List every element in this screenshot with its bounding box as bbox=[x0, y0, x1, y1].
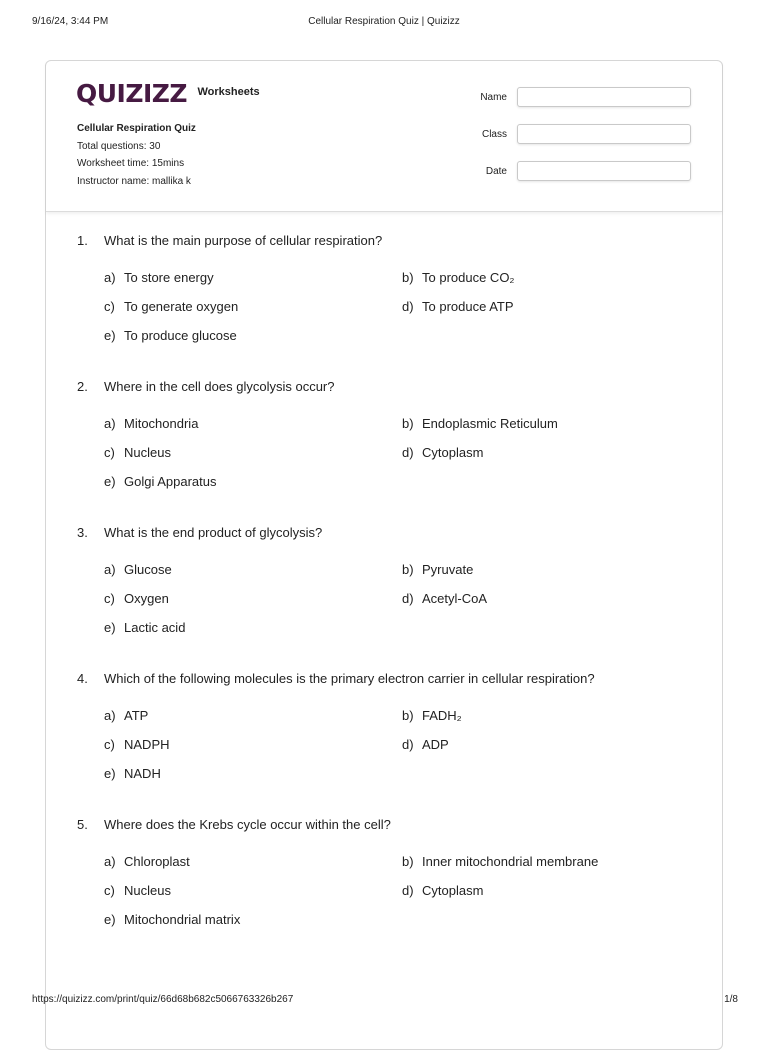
option-letter: c) bbox=[104, 883, 115, 898]
answer-options bbox=[104, 416, 697, 490]
question-list bbox=[77, 233, 697, 928]
option-letter: d) bbox=[402, 591, 414, 606]
question-text bbox=[77, 379, 697, 395]
option-text: Lactic acid bbox=[124, 620, 186, 635]
date-label: Date bbox=[485, 166, 507, 177]
option-text: Mitochondria bbox=[124, 416, 199, 431]
option-letter: d) bbox=[402, 883, 414, 898]
question-text bbox=[77, 525, 697, 541]
option-text: Golgi Apparatus bbox=[124, 474, 217, 489]
option-text: Oxygen bbox=[124, 591, 169, 606]
answer-option bbox=[402, 270, 702, 286]
option-letter: d) bbox=[402, 299, 414, 314]
option-text: To generate oxygen bbox=[124, 299, 239, 314]
question-number: 5. bbox=[77, 817, 88, 832]
question-number: 3. bbox=[77, 525, 88, 540]
answer-option bbox=[402, 299, 702, 315]
question-prompt: What is the end product of glycolysis? bbox=[104, 525, 323, 540]
option-text: NADPH bbox=[124, 737, 170, 752]
answer-options bbox=[104, 562, 697, 636]
question-prompt: Where does the Krebs cycle occur within the cell? bbox=[104, 817, 391, 832]
option-text: Nucleus bbox=[124, 445, 171, 460]
question-number: 2. bbox=[77, 379, 88, 394]
instructor-name: Instructor name: mallika k bbox=[77, 175, 191, 187]
question-item bbox=[77, 233, 697, 344]
answer-options bbox=[104, 270, 697, 344]
answer-option bbox=[402, 737, 702, 753]
option-text: Endoplasmic Reticulum bbox=[422, 416, 558, 431]
option-letter: a) bbox=[104, 708, 116, 723]
option-letter: e) bbox=[104, 620, 116, 635]
option-letter: b) bbox=[402, 562, 414, 577]
print-url[interactable]: https://quizizz.com/print/quiz/66d68b682c5066763326b267 bbox=[32, 994, 294, 1005]
answer-option bbox=[402, 883, 702, 899]
option-text: To store energy bbox=[124, 270, 214, 285]
answer-option bbox=[104, 270, 402, 286]
worksheet-time: Worksheet time: 15mins bbox=[77, 158, 185, 169]
option-text: Cytoplasm bbox=[422, 445, 484, 460]
option-letter: a) bbox=[104, 416, 116, 431]
answer-option bbox=[402, 445, 702, 461]
answer-option bbox=[104, 708, 402, 724]
option-text: Acetyl-CoA bbox=[422, 591, 488, 606]
answer-option bbox=[104, 854, 402, 870]
answer-option bbox=[104, 328, 402, 344]
option-text: FADH₂ bbox=[422, 708, 462, 723]
question-number: 4. bbox=[77, 671, 88, 686]
option-letter: e) bbox=[104, 328, 116, 343]
option-letter: c) bbox=[104, 445, 115, 460]
answer-option bbox=[104, 912, 402, 928]
question-item bbox=[77, 817, 697, 928]
option-text: ATP bbox=[124, 708, 149, 723]
option-text: To produce CO₂ bbox=[422, 270, 515, 285]
print-datetime: 9/16/24, 3:44 PM bbox=[32, 16, 109, 27]
option-letter: a) bbox=[104, 854, 116, 869]
quizizz-logo bbox=[76, 79, 260, 109]
quiz-title: Cellular Respiration Quiz bbox=[77, 123, 196, 134]
answer-option bbox=[104, 474, 402, 490]
answer-option bbox=[402, 854, 702, 870]
option-text: Glucose bbox=[124, 562, 172, 577]
option-letter: c) bbox=[104, 591, 115, 606]
option-text: Inner mitochondrial membrane bbox=[422, 854, 599, 869]
name-field[interactable] bbox=[517, 87, 691, 107]
class-field[interactable] bbox=[517, 124, 691, 144]
answer-option bbox=[402, 708, 702, 724]
question-item bbox=[77, 379, 697, 490]
question-prompt: What is the main purpose of cellular respiration? bbox=[104, 233, 383, 248]
option-text: To produce ATP bbox=[422, 299, 514, 314]
option-text: ADP bbox=[422, 737, 449, 752]
option-text: Nucleus bbox=[124, 883, 171, 898]
option-text: Cytoplasm bbox=[422, 883, 484, 898]
option-text: Chloroplast bbox=[124, 854, 190, 869]
answer-options bbox=[104, 708, 697, 782]
option-letter: e) bbox=[104, 766, 116, 781]
date-field[interactable] bbox=[517, 161, 691, 181]
answer-option bbox=[104, 883, 402, 899]
answer-option bbox=[104, 737, 402, 753]
option-letter: b) bbox=[402, 416, 414, 431]
option-letter: b) bbox=[402, 270, 414, 285]
option-text: NADH bbox=[124, 766, 161, 781]
answer-option bbox=[402, 591, 702, 607]
question-text bbox=[77, 671, 697, 687]
question-item bbox=[77, 671, 697, 782]
print-footer bbox=[0, 994, 768, 1008]
question-number: 1. bbox=[77, 233, 88, 248]
answer-option bbox=[104, 299, 402, 315]
answer-option bbox=[104, 591, 402, 607]
answer-option bbox=[104, 766, 402, 782]
answer-option bbox=[104, 620, 402, 636]
answer-option bbox=[402, 416, 702, 432]
quiz-info bbox=[77, 120, 196, 190]
question-item bbox=[77, 525, 697, 636]
option-letter: e) bbox=[104, 474, 116, 489]
option-text: To produce glucose bbox=[124, 328, 237, 343]
answer-option bbox=[402, 562, 702, 578]
option-letter: d) bbox=[402, 737, 414, 752]
answer-option bbox=[104, 562, 402, 578]
option-letter: c) bbox=[104, 737, 115, 752]
page-number: 1/8 bbox=[724, 994, 738, 1005]
question-text bbox=[77, 233, 697, 249]
option-letter: a) bbox=[104, 562, 116, 577]
option-letter: b) bbox=[402, 854, 414, 869]
logo-section-label: Worksheets bbox=[197, 85, 260, 98]
answer-option bbox=[104, 445, 402, 461]
answer-option bbox=[104, 416, 402, 432]
option-letter: a) bbox=[104, 270, 116, 285]
question-prompt: Where in the cell does glycolysis occur? bbox=[104, 379, 335, 394]
question-text bbox=[77, 817, 697, 833]
answer-options bbox=[104, 854, 697, 928]
option-text: Pyruvate bbox=[422, 562, 474, 577]
option-letter: d) bbox=[402, 445, 414, 460]
logo-wordmark: QUIZIZZ bbox=[76, 79, 188, 108]
worksheet bbox=[45, 60, 723, 1050]
option-letter: b) bbox=[402, 708, 414, 723]
option-letter: e) bbox=[104, 912, 116, 927]
question-prompt: Which of the following molecules is the primary electron carrier in cellular respiration? bbox=[104, 671, 595, 686]
class-label: Class bbox=[481, 129, 507, 140]
worksheet-header bbox=[46, 61, 722, 212]
print-doc-title: Cellular Respiration Quiz | Quizizz bbox=[308, 16, 460, 27]
option-text: Mitochondrial matrix bbox=[124, 912, 241, 927]
total-questions: Total questions: 30 bbox=[77, 140, 161, 152]
print-header bbox=[0, 16, 768, 30]
name-label: Name bbox=[480, 92, 507, 103]
option-letter: c) bbox=[104, 299, 115, 314]
